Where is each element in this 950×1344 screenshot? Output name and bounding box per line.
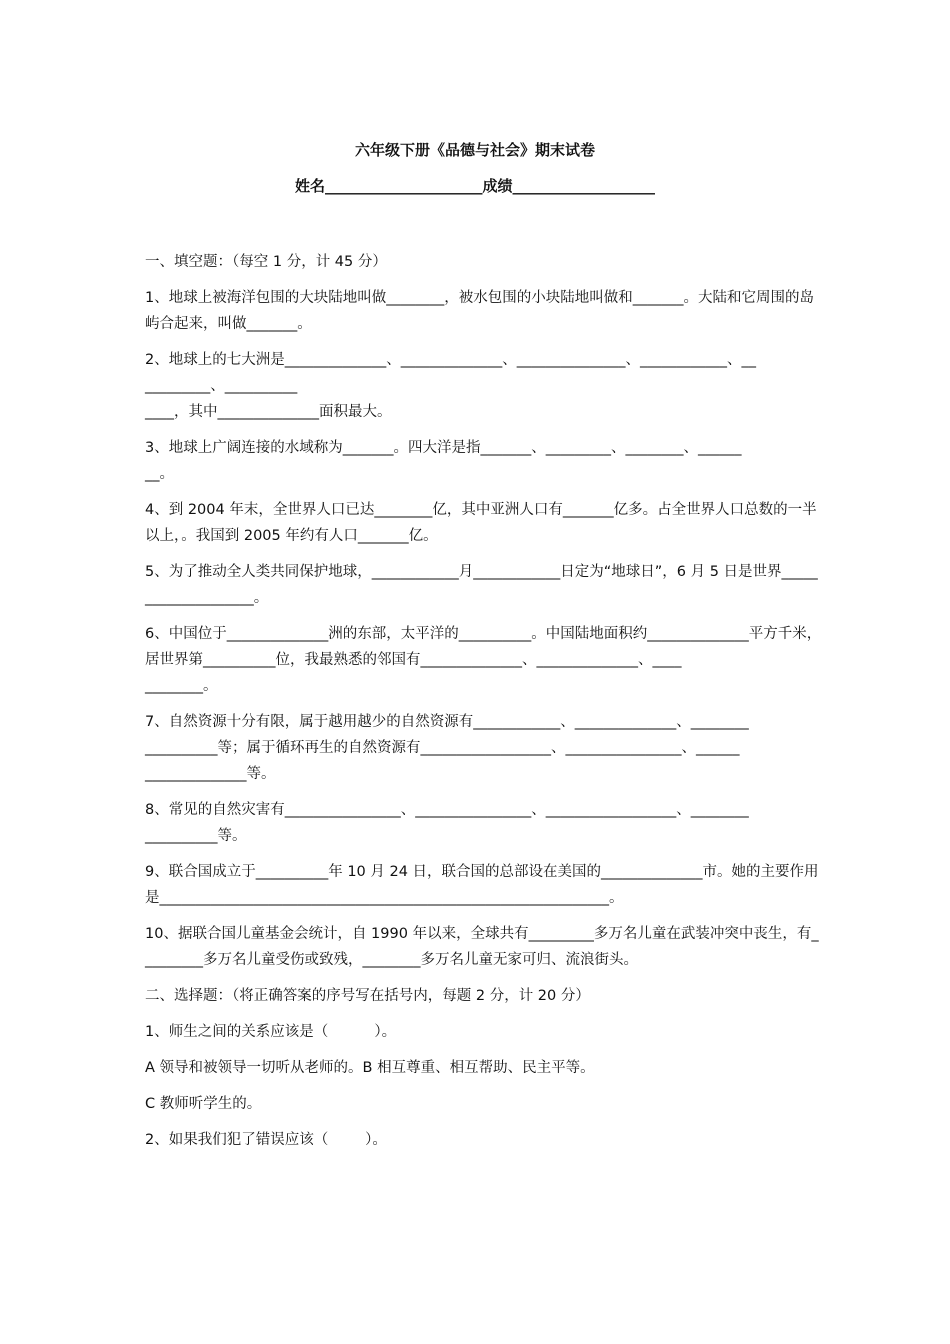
question-1: 1、地球上被海洋包围的大块陆地叫做________，被水包围的小块陆地叫做和_______。大陆和它周围的岛屿合起来，叫做_______。 xyxy=(145,290,814,332)
choice-options-1-ab: A 领导和被领导一切听从老师的。B 相互尊重、相互帮助、民主平等。 xyxy=(145,1060,595,1076)
question-7: 7、自然资源十分有限，属于越用越少的自然资源有____________、______________、________ __________等；属于循环再生的自然资源有__________________、________________、______ ______________等。 xyxy=(145,714,749,782)
name-score-line: 姓名_____________________成绩___________________ xyxy=(294,177,655,195)
section-heading-choice: 二、选择题：（将正确答案的序号写在括号内，每题 2 分，计 20 分） xyxy=(145,988,590,1004)
question-4: 4、到 2004 年末，全世界人口已达________亿，其中亚洲人口有_______亿多。占全世界人口总数的一半以上，。我国到 2005 年约有人口_______亿。 xyxy=(145,502,817,544)
exam-body xyxy=(145,249,825,1163)
page-title: 六年级下册《品德与社会》期末试卷 xyxy=(354,141,595,159)
section-heading-fill-blank: 一、填空题：（每空 1 分，计 45 分） xyxy=(145,254,387,270)
question-5: 5、为了推动全人类共同保护地球，____________月____________日定为“地球日”，6 月 5 日是世界____________________。 xyxy=(145,564,818,606)
question-9: 9、联合国成立于__________年 10 月 24 日，联合国的总部设在美国的______________市。她的主要作用是______________________________________________________________。 xyxy=(145,864,819,906)
choice-question-1: 1、师生之间的关系应该是（ ）。 xyxy=(145,1024,397,1040)
question-8: 8、常见的自然灾害有________________、________________、__________________、________ __________等。 xyxy=(145,802,749,844)
choice-question-2: 2、如果我们犯了错误应该（ ）。 xyxy=(145,1132,387,1148)
question-10: 10、据联合国儿童基金会统计，自 1990 年以来，全球共有_________多万名儿童在武装冲突中丧生，有_________多万名儿童受伤或致残，________多万名儿童无家可归、流浪街头。 xyxy=(145,926,819,968)
question-6: 6、中国位于______________洲的东部，太平洋的__________。中国陆地面积约______________平方千米，居世界第__________位，我最熟悉的邻国有______________、______________、____ ________。 xyxy=(145,626,822,694)
choice-options-1-c: C 教师听学生的。 xyxy=(145,1096,262,1112)
question-3: 3、地球上广阔连接的水域称为_______。四大洋是指_______、_________、________、______ __。 xyxy=(145,440,742,482)
question-2: 2、地球上的七大洲是______________、______________、_______________、____________、__ _________、__________ ____，其中______________面积最大。 xyxy=(145,352,756,420)
